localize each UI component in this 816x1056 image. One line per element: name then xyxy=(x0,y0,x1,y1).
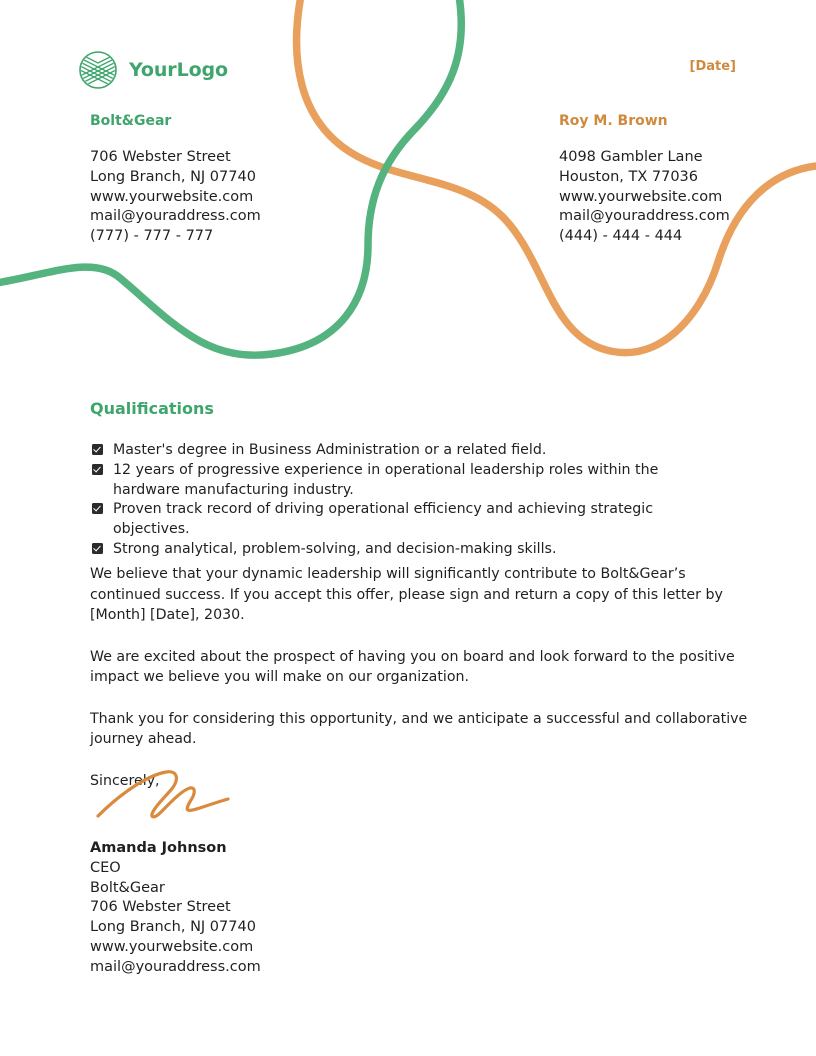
signer-website: www.yourwebsite.com xyxy=(90,938,254,955)
signer-name: Amanda Johnson xyxy=(90,840,227,856)
body-paragraph: Thank you for considering this opportunity, and we anticipate a successful and collaborative journey ahead. xyxy=(90,710,748,747)
checkbox-checked-icon xyxy=(92,464,103,475)
sender-website: www.yourwebsite.com xyxy=(90,188,254,205)
qualification-text: 12 years of progressive experience in operational leadership roles within the hardware manufacturing industry. xyxy=(113,461,659,498)
sender-address-block xyxy=(90,113,390,247)
signer-email: mail@youraddress.com xyxy=(90,958,261,975)
qualification-item xyxy=(90,461,690,501)
letterhead-header xyxy=(78,50,228,90)
recipient-name: Roy M. Brown xyxy=(559,113,668,129)
handwritten-signature-icon xyxy=(92,766,242,826)
recipient-website: www.yourwebsite.com xyxy=(559,188,723,205)
qualifications-heading: Qualifications xyxy=(90,399,214,418)
signer-address-line: Long Branch, NJ 07740 xyxy=(90,919,256,936)
closing-signature-block xyxy=(90,839,410,978)
recipient-phone: (444) - 444 - 444 xyxy=(559,228,683,245)
sender-address-line: Long Branch, NJ 07740 xyxy=(90,168,256,185)
logo-text: YourLogo xyxy=(129,59,228,81)
sender-name: Bolt&Gear xyxy=(90,113,172,129)
sender-email: mail@youraddress.com xyxy=(90,208,261,225)
recipient-email: mail@youraddress.com xyxy=(559,208,730,225)
circular-chevron-logo-icon xyxy=(78,50,118,90)
checkbox-checked-icon xyxy=(92,503,103,514)
qualification-item xyxy=(90,441,690,461)
signoff-text: Sincerely, xyxy=(90,772,160,789)
checkbox-checked-icon xyxy=(92,444,103,455)
checkbox-checked-icon xyxy=(92,543,103,554)
sender-address-line: 706 Webster Street xyxy=(90,149,231,165)
signer-company: Bolt&Gear xyxy=(90,879,165,896)
signer-title: CEO xyxy=(90,859,121,876)
signer-address-line: 706 Webster Street xyxy=(90,899,231,916)
recipient-address-line: 4098 Gambler Lane xyxy=(559,149,703,165)
recipient-address-block xyxy=(559,113,816,247)
qualification-text: Proven track record of driving operational efficiency and achieving strategic objectives. xyxy=(113,501,653,538)
body-paragraph: We believe that your dynamic leadership will significantly contribute to Bolt&Gear’s continued success. If you accept this offer, please sign and return a copy of this letter by [Month] [Date], 2030. xyxy=(90,566,723,623)
qualification-text: Master's degree in Business Administration or a related field. xyxy=(113,442,547,458)
date-placeholder[interactable]: [Date] xyxy=(689,59,736,74)
body-paragraph: We are excited about the prospect of having you on board and look forward to the positive impact we believe you will make on our organization. xyxy=(90,648,735,685)
qualification-item xyxy=(90,540,690,560)
letter-body xyxy=(90,564,756,791)
recipient-address-line: Houston, TX 77036 xyxy=(559,168,699,185)
qualification-item xyxy=(90,500,690,540)
sender-phone: (777) - 777 - 777 xyxy=(90,228,214,245)
qualifications-list xyxy=(90,441,690,560)
qualification-text: Strong analytical, problem-solving, and decision-making skills. xyxy=(113,540,557,557)
